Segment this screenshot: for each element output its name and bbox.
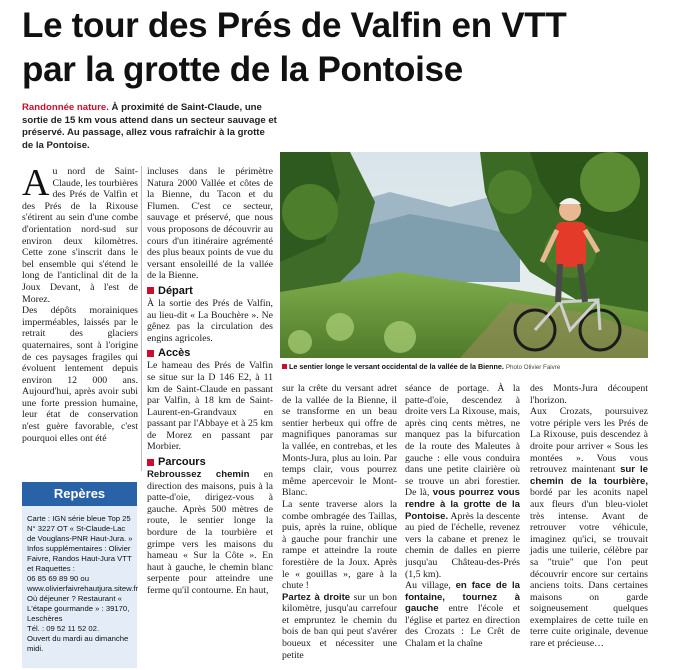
col3-paragraph-3: Partez à droite sur un bon kilomètre, jusqu'au carrefour et empruntez le chemin du bois de ban qui peut s'avérer boueux et nécessiter une petite bbox=[282, 591, 397, 661]
lead-paragraph bbox=[22, 102, 277, 152]
photo-credit: Photo Olivier Faivre bbox=[505, 364, 561, 371]
column-2 bbox=[147, 166, 273, 666]
reperes-title: Repères bbox=[22, 482, 137, 506]
red-square-bullet-icon bbox=[147, 350, 154, 357]
col5-paragraph-2: Aux Crozats, poursuivez votre périple vers les Prés de La Rixouse, puis descendez à droite pour arriver « Sous les montées ». Vous vous retrouvez maintenant sur le chemin de la tourbière, bordé par les aconits napel aux fleurs d'un bleu-violet très intense. Avant de retrouver votre véhicule, imaginez qu'ici, se trouvait jadis une tuilerie, célèbre par sa "truie" que l'on peut découvrir encore sur certains anciens toits. Dans certaines maisons on garde soigneusement quelques exemplaires de cette tuile en terre cuite originale, devenue rare et précieuse… bbox=[530, 406, 648, 650]
reperes-lines: Carte : IGN série bleue Top 25 N° 3227 OT « St-Claude-Lac de Vouglans-PNR Haut-Jura. » Infos supplémentaires : Olivier Faivre, Randos Haut-Jura VTT et Raquettes : 06 85 69 89 90 ou www.olivierfaivrehautjura.sitew.fr Où déjeuner ? Restaurant « L'étape gourmande » : 39170, Leschères Tél. : 09 52 11 52 02. Ouvert du mardi au dimanche midi. bbox=[27, 514, 139, 653]
red-square-bullet-icon bbox=[147, 287, 154, 294]
title-line-2: par la grotte de la Pontoise bbox=[22, 50, 463, 89]
section-depart: Départ bbox=[147, 284, 273, 298]
depart-text: À la sortie des Prés de Valfin, au lieu-dit « La Bouchère ». Ne gênez pas la circulation des engins agricoles. bbox=[147, 297, 273, 344]
article-title bbox=[22, 4, 662, 92]
intro-text: u nord de Saint-Claude, les tourbières des Prés de Valfin et des Prés de la Rixouse s'étirent au sein d'une combe d'orientation nord-sud sur environ deux kilomètres. Cette zone s'inscrit dans le bel ensemble qui s'étend le long de l'anticlinal dit de la Joux Devant, à l'est de Morez. bbox=[22, 166, 138, 305]
column-3 bbox=[282, 383, 397, 668]
column-4 bbox=[405, 383, 520, 668]
section-acces: Accès bbox=[147, 346, 273, 360]
col4-paragraph-1: séance de portage. À la patte-d'oie, descendez à droite vers La Rixouse, mais, après cinq cents mètres, ne manquez pas la bifurcation de la route des Maleutes à gauche : elle vous conduira dans une petite clairière où se trouve un abri forestier. De là, vous pourrez vous rendre à la grotte de la Pontoise. Après la descente au pied de l'échelle, revenez vers la cabane et prenez le chemin de dalles en pierre jusqu'au Château-des-Prés (1,5 km). bbox=[405, 383, 521, 580]
reperes-body bbox=[22, 506, 137, 654]
photo-caption: Le sentier longe le versant occidental de la vallée de la Bienne. Photo Olivier Faivre bbox=[282, 362, 650, 373]
col5-paragraph-1: des Monts-Jura découpent l'horizon. bbox=[530, 383, 648, 406]
trail-photo bbox=[280, 152, 648, 358]
title-line-1: Le tour des Prés de Valfin en VTT bbox=[22, 6, 567, 45]
photo-illustration bbox=[280, 152, 648, 358]
column-5 bbox=[530, 383, 648, 668]
lead-text: À proximité de Saint-Claude, une sortie de 15 km vous attend dans un secteur sauvage et préservé. Au passage, allez vous rafraîchir à la grotte de la Pontoise. bbox=[22, 102, 277, 151]
parcours-text: Rebroussez chemin en direction des maisons, puis à la patte-d'oie, dirigez-vous à gauche. Après 500 mètres de route, le sentier longe la bordure de la tourbière et grimpe vers les maisons du hameau « Sur la Côte ». En haut à gauche, le chemin blanc serpente pour atteindre une ferme qu'il contourne. En haut, bbox=[147, 469, 273, 596]
acces-text: Le hameau des Prés de Valfin se situe sur la D 146 E2, à 11 km de Saint-Claude en passant par Valfin, à 18 km de Saint-Laurent-en-Grandvaux en passant par l'Abbaye et à 25 km de Morez en passant par Morbier. bbox=[147, 360, 273, 453]
column-divider bbox=[141, 166, 142, 471]
drop-cap: A bbox=[22, 162, 50, 204]
red-square-bullet-icon bbox=[147, 459, 154, 466]
col4-paragraph-2: Au village, en face de la fontaine, tournez à gauche entre l'école et l'église et partez en direction des Crozats : Le Crêt de Chalam et la chaîne bbox=[405, 580, 521, 650]
reperes-box bbox=[22, 482, 137, 668]
column-1 bbox=[22, 162, 138, 476]
kicker: Randonnée nature. bbox=[22, 102, 109, 113]
col3-paragraph-1: sur la crête du versant adret de la vallée de la Bienne, il se transforme en un beau sentier herbeux qui offre de magnifiques panoramas sur la vallée, en contrebas, et les Monts-Jura, plus au loin. Par temps clair, vous pourrez même apercevoir le Mont-Blanc. bbox=[282, 383, 397, 499]
red-square-bullet-icon bbox=[282, 364, 287, 369]
natura-paragraph: incluses dans le périmètre Natura 2000 Vallée et côtes de la Bienne, du Tacon et du Flumen. C'est ce secteur, sauvage et préservé, que nous vous proposons de découvrir au cours d'un itinéraire agrémenté des plus beaux points de vue du versant ensoleillé de la vallée de la Bienne. bbox=[147, 166, 273, 282]
col3-paragraph-2: La sente traverse alors la combe ombragée des Taillas, puis, après la ruine, oblique à gauche pour franchir une rampe et atteindre la route forestière de la Joux. Après le « gouillas », gare à la chute ! bbox=[282, 498, 397, 592]
section-parcours: Parcours bbox=[147, 455, 273, 469]
paragraph-2: Des dépôts morainiques imperméables, laissés par le retrait des glaciers quaternaires, sont à l'origine de ces paysages fragiles qui évoluent lentement depuis environ 12 000 ans. Aujourd'hui, après avoir subi une forte pression humaine, leur état de conservation n'est guère favorable, c'est pourquoi elles ont été bbox=[22, 305, 138, 444]
